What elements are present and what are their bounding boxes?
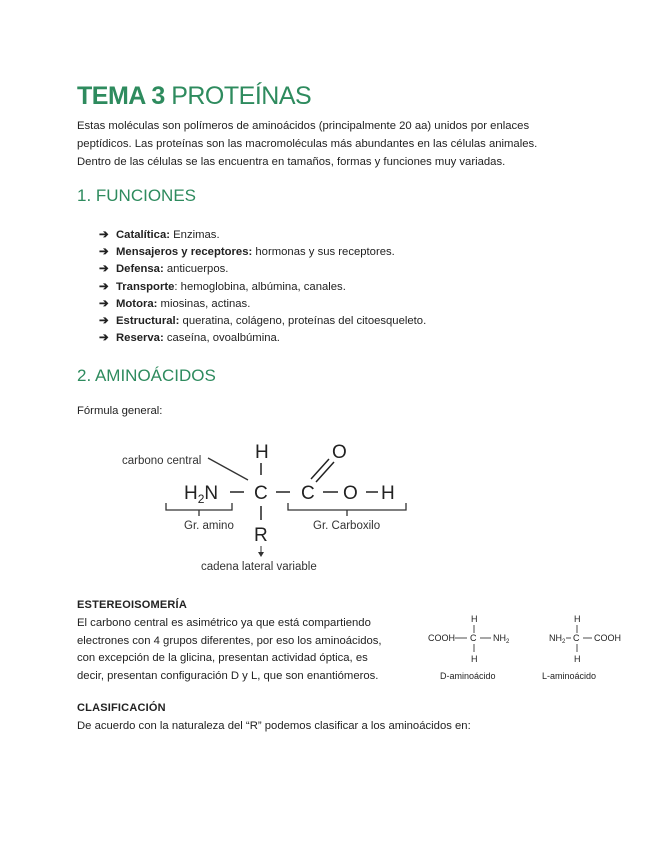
double-bond-1 bbox=[311, 459, 329, 479]
list-item bbox=[99, 227, 426, 244]
item-desc: : hemoglobina, albúmina, canales. bbox=[174, 280, 346, 293]
atom-c-carboxyl: C bbox=[301, 483, 315, 504]
clasificacion-text: De acuerdo con la naturaleza del “R” podemos clasificar a los aminoácidos en: bbox=[77, 720, 471, 732]
atom-h-top: H bbox=[255, 442, 269, 463]
intro-paragraph bbox=[77, 117, 557, 171]
d-center-c: C bbox=[470, 633, 477, 643]
list-item bbox=[99, 313, 426, 330]
label-cadena: cadena lateral variable bbox=[201, 561, 317, 573]
page-title bbox=[77, 82, 311, 111]
para-line: El carbono central es asimétrico ya que está compartiendo bbox=[77, 617, 371, 629]
item-desc: anticuerpos. bbox=[163, 263, 229, 276]
arrow-head bbox=[258, 552, 264, 557]
bracket-carboxyl bbox=[288, 503, 406, 516]
item-desc: caseína, ovoalbúmina. bbox=[163, 332, 280, 345]
arrow-icon: ➔ bbox=[99, 314, 109, 327]
item-term: Motora: bbox=[116, 297, 158, 310]
list-item bbox=[99, 244, 426, 261]
arrow-icon: ➔ bbox=[99, 280, 109, 293]
arrow-icon: ➔ bbox=[99, 297, 109, 310]
l-left-group: $NH_2$ bbox=[549, 633, 566, 645]
clasificacion-heading: CLASIFICACIÓN bbox=[77, 702, 166, 714]
item-term: Mensajeros y receptores: bbox=[116, 246, 253, 259]
title-bold: TEMA 3 bbox=[77, 82, 165, 110]
label-gr-carboxilo: Gr. Carboxilo bbox=[313, 520, 381, 532]
item-desc: queratina, colágeno, proteínas del citoesqueleto. bbox=[179, 314, 427, 327]
item-desc: miosinas, actinas. bbox=[157, 297, 251, 310]
formula-label: Fórmula general: bbox=[77, 405, 163, 417]
item-term: Defensa: bbox=[116, 263, 164, 276]
list-item bbox=[99, 261, 426, 278]
l-bottom-h: H bbox=[574, 654, 581, 664]
intro-line: Dentro de las células se las encuentra en tamaños, formas y funciones muy variadas. bbox=[77, 156, 506, 168]
para-line: con excepción de la glicina, presentan actividad óptica, es bbox=[77, 652, 368, 664]
arrow-icon: ➔ bbox=[99, 263, 109, 276]
l-right-group: COOH bbox=[594, 633, 621, 643]
list-item bbox=[99, 296, 426, 313]
arrow-icon: ➔ bbox=[99, 229, 109, 241]
list-item bbox=[99, 279, 426, 296]
l-center-c: C bbox=[573, 633, 580, 643]
label-carbono-central: carbono central bbox=[122, 455, 202, 467]
l-label: L-aminoácido bbox=[542, 671, 597, 681]
atom-o-top: O bbox=[332, 442, 347, 463]
item-desc: Enzimas. bbox=[170, 229, 220, 241]
d-top-h: H bbox=[471, 614, 478, 624]
section-heading-aminoacidos: 2. AMINOÁCIDOS bbox=[77, 366, 216, 385]
atom-c-central: C bbox=[254, 483, 268, 504]
d-right-group: $NH_2$ bbox=[493, 633, 510, 645]
d-label: D-aminoácido bbox=[440, 671, 496, 681]
intro-line: peptídicos. Las proteínas son las macromoléculas más abundantes en las células animales. bbox=[77, 138, 538, 150]
atom-o-h: O bbox=[343, 483, 358, 504]
d-l-aminoacid-figure bbox=[428, 608, 633, 688]
l-top-h: H bbox=[574, 614, 581, 624]
funciones-list bbox=[99, 227, 426, 347]
item-term: Transporte bbox=[116, 280, 175, 293]
double-bond-2 bbox=[316, 462, 334, 482]
carbono-pointer-line bbox=[208, 458, 248, 480]
item-desc: hormonas y sus receptores. bbox=[252, 246, 395, 259]
title-light: PROTEÍNAS bbox=[171, 82, 312, 110]
intro-line: Estas moléculas son polímeros de aminoácidos (principalmente 20 aa) unidos por enlaces bbox=[77, 120, 530, 132]
arrow-icon: ➔ bbox=[99, 332, 109, 345]
atom-r: R bbox=[254, 525, 268, 546]
atom-h2n: $H_2N$ bbox=[184, 483, 219, 506]
estereoisomeria-paragraph bbox=[77, 615, 407, 685]
para-line: decir, presentan configuración D y L, que son enantiómeros. bbox=[77, 669, 379, 682]
list-item bbox=[99, 330, 426, 347]
d-left-group: COOH bbox=[428, 633, 455, 643]
item-term: Catalítica: bbox=[116, 229, 170, 241]
label-gr-amino: Gr. amino bbox=[184, 520, 234, 532]
atom-h-right: H bbox=[381, 483, 395, 504]
item-term: Estructural: bbox=[116, 314, 180, 327]
amino-acid-general-formula bbox=[110, 436, 430, 576]
item-term: Reserva: bbox=[116, 332, 164, 345]
estereoisomeria-heading: ESTEREOISOMERÍA bbox=[77, 599, 187, 611]
section-heading-funciones: 1. FUNCIONES bbox=[77, 186, 197, 205]
arrow-icon: ➔ bbox=[99, 246, 109, 259]
d-bottom-h: H bbox=[471, 654, 478, 664]
para-line: electrones con 4 grupos diferentes, por eso los aminoácidos, bbox=[77, 634, 382, 647]
